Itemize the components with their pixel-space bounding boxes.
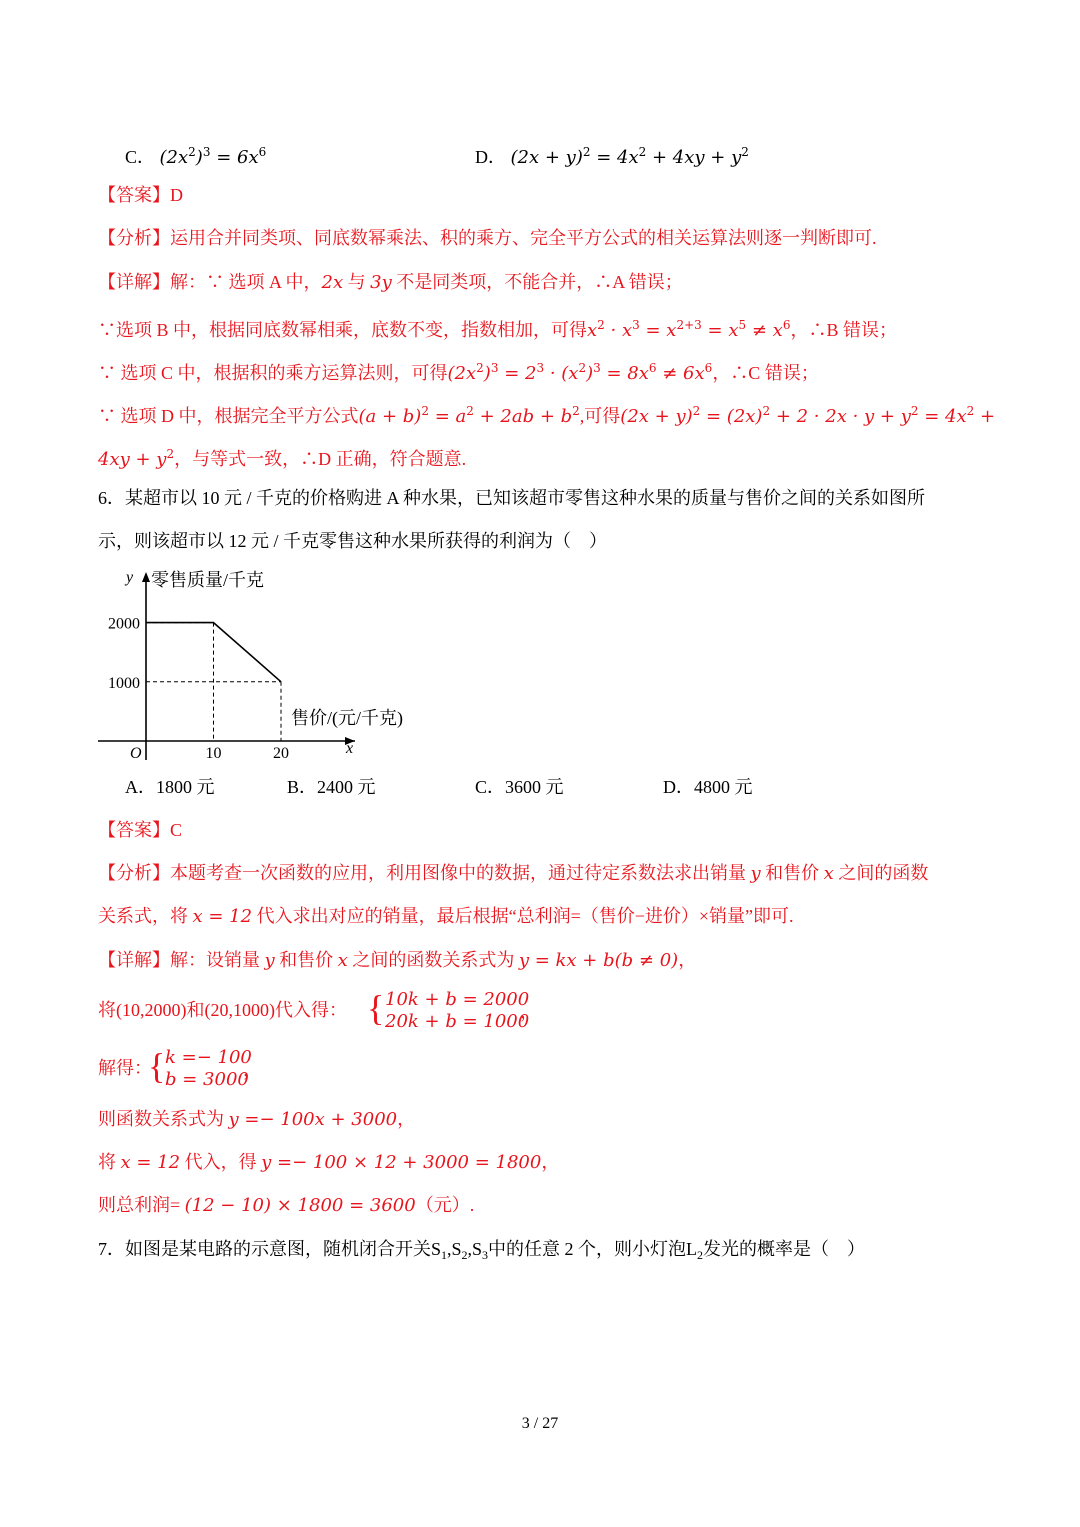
q5-detail-line-1: 【详解】解：∵ 选项 A 中，2x 与 3y 不是同类项，不能合并，∴A 错误； — [98, 272, 683, 293]
y-axis-label: 零售质量/千克 — [151, 570, 265, 590]
q6-detail-line-4: 则函数关系式为 y =− 100x + 3000， — [98, 1109, 416, 1130]
system-2: k =− 100 b = 3000 — [165, 1047, 252, 1090]
q7-stem: 7．如图是某电路的示意图，随机闭合开关$S_1,S_2,S_3$中的任意 2 个，则小灯泡$L_2$发光的概率是（ ） — [98, 1239, 866, 1262]
y-axis-arrow — [142, 572, 150, 582]
q5-detail-line-5: $4xy + y^2$，与等式一致，∴D 正确，符合题意. — [98, 447, 467, 470]
page-number: 3 / 27 — [521, 1415, 559, 1432]
y-axis-letter: y — [126, 569, 134, 586]
q6-analysis-line-2: 关系式，将 x = 12 代入求出对应的销量，最后根据“总利润=（售价−进价）×销量”即可. — [98, 906, 794, 927]
system-brace-2: { — [148, 1046, 166, 1086]
q6-detail-line-2: 将(10,2000)和(20,1000)代入得： — [98, 1000, 347, 1020]
origin-label: O — [130, 745, 142, 762]
x-axis-letter: x — [346, 740, 354, 757]
q6-analysis-line-1: 【分析】本题考查一次函数的应用，利用图像中的数据，通过待定系数法求出销量 y 和售价 x 之间的函数 — [98, 863, 929, 884]
y-tick-label: 2000 — [108, 615, 140, 633]
q6-stem-line-2: 示，则该超市以 12 元 / 千克零售这种水果所获得的利润为（ ） — [98, 531, 607, 551]
option-c-prev: C． $(2x^2)^3 = 6x^6$ — [125, 145, 267, 168]
q6-stem-line-1: 6．某超市以 10 元 / 千克的价格购进 A 种水果，已知该超市零售这种水果的质量与售价之间的关系如图所 — [98, 488, 926, 508]
q6-graph — [90, 560, 470, 770]
q6-option-c[interactable]: C．3600 元 — [475, 777, 564, 797]
q6-option-b[interactable]: B．2400 元 — [287, 777, 376, 797]
q6-option-a[interactable]: A．1800 元 — [125, 777, 215, 797]
x-axis-label: 售价/(元/千克) — [291, 708, 403, 728]
q5-answer: 【答案】D — [98, 185, 183, 205]
x-tick-label: 10 — [205, 745, 222, 762]
q6-detail-line-5: 将 x = 12 代入，得 y =− 100 × 12 + 3000 = 1800， — [98, 1152, 560, 1173]
y-tick-label: 1000 — [108, 674, 140, 692]
q6-detail-line-6: 则总利润= (12 − 10) × 1800 = 3600（元）. — [98, 1195, 475, 1216]
option-d-prev: D． $(2x + y)^2 = 4x^2 + 4xy + y^2$ — [475, 145, 749, 168]
system-brace-1: { — [367, 988, 385, 1028]
q5-detail-line-4: ∵ 选项 D 中，根据完全平方公式$(a + b)^2 = a^2 + 2ab + b^2$,可得$(2x + y)^2 = (2x)^2 + 2 \cdot 2x \cdot y + y^2 = 4x^2$ + — [98, 404, 996, 427]
x-tick-label: 20 — [273, 745, 289, 762]
system-1-comma: ， — [520, 1002, 538, 1022]
q5-detail-line-2: ∵选项 B 中，根据同底数幂相乘，底数不变，指数相加，可得$x^2 \cdot x^3 = x^{2+3} = x^5 \ne x^6$，∴B 错误； — [98, 318, 897, 341]
q6-option-d[interactable]: D．4800 元 — [663, 777, 753, 797]
q6-detail-line-3: 解得： — [98, 1058, 152, 1078]
q5-analysis: 【分析】运用合并同类项、同底数幂乘法、积的乘方、完全平方公式的相关运算法则逐一判断即可. — [98, 228, 877, 248]
system-2-comma: ， — [243, 1060, 261, 1080]
q6-answer: 【答案】C — [98, 820, 183, 840]
q5-detail-line-3: ∵ 选项 C 中，根据积的乘方运算法则，可得$(2x^2)^3 = 2^3 \cdot (x^2)^3 = 8x^6 \ne 6x^6$，∴C 错误； — [98, 361, 819, 384]
system-1: 10k + b = 2000 20k + b = 1000 — [385, 989, 530, 1032]
q6-detail-line-1: 【详解】解：设销量 y 和售价 x 之间的函数关系式为 y = kx + b(b ≠ 0)， — [98, 950, 697, 971]
